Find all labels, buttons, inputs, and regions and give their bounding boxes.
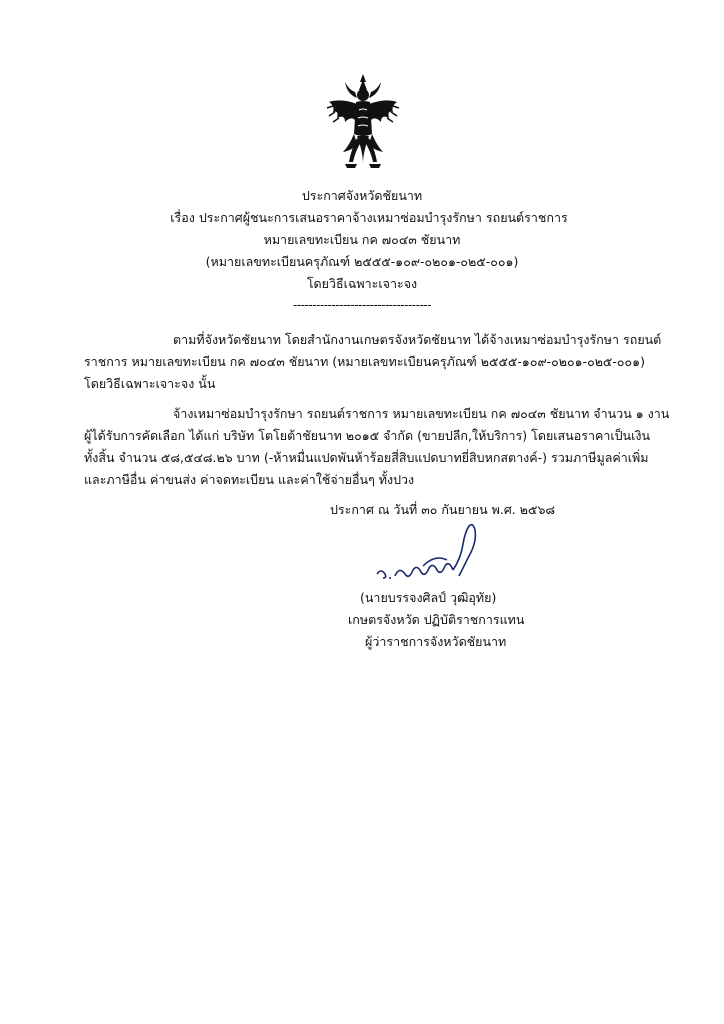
announcement-org: ประกาศจังหวัดชัยนาท: [301, 188, 423, 203]
asset-number-line: (หมายเลขทะเบียนครุภัณฑ์ ๒๕๕๕-๑๐๙-๐๒๐๑-๐๒๕-๐๐๑): [205, 254, 519, 269]
header-divider: ------------------------------------: [293, 298, 431, 312]
announcement-date: ประกาศ ณ วันที่ ๓๐ กันยายน พ.ศ. ๒๕๖๘: [330, 502, 556, 517]
paragraph-2-line-4: และภาษีอื่น ค่าขนส่ง ค่าจดทะเบียน และค่าใช้จ่ายอื่นๆ ทั้งปวง: [84, 472, 415, 487]
paragraph-2-line-1: จ้างเหมาซ่อมบำรุงรักษา รถยนต์ราชการ หมายเลขทะเบียน กค ๗๐๔๓ ชัยนาท จำนวน ๑ งาน: [173, 406, 670, 421]
vehicle-plate-line: หมายเลขทะเบียน กค ๗๐๔๓ ชัยนาท: [263, 232, 461, 247]
paragraph-1-line-2: ราชการ หมายเลขทะเบียน กค ๗๐๔๓ ชัยนาท (หมายเลขทะเบียนครุภัณฑ์ ๒๕๕๕-๑๐๙-๐๒๐๑-๐๒๕-๐๐๑): [84, 354, 645, 369]
signatory-name: (นายบรรจงศิลป์ วุฒิอุทัย): [360, 590, 497, 605]
paragraph-1-line-3: โดยวิธีเฉพาะเจาะจง นั้น: [84, 376, 216, 391]
garuda-emblem-icon: [323, 72, 403, 172]
procurement-method: โดยวิธีเฉพาะเจาะจง: [306, 276, 418, 291]
signatory-position-2: ผู้ว่าราชการจังหวัดชัยนาท: [365, 634, 507, 649]
signatory-position-1: เกษตรจังหวัด ปฏิบัติราชการแทน: [348, 612, 525, 627]
paragraph-2-line-3: ทั้งสิ้น จำนวน ๕๘,๕๔๘.๒๖ บาท (-ห้าหมื่นแปดพันห้าร้อยสี่สิบแปดบาทยี่สิบหกสตางค์-) รวมภาษีมูลค่าเพิ่ม: [84, 450, 649, 465]
announcement-subject: เรื่อง ประกาศผู้ชนะการเสนอราคาจ้างเหมาซ่อมบำรุงรักษา รถยนต์ราชการ: [170, 210, 568, 225]
paragraph-1-line-1: ตามที่จังหวัดชัยนาท โดยสำนักงานเกษตรจังหวัดชัยนาท ได้จ้างเหมาซ่อมบำรุงรักษา รถยนต์: [173, 332, 662, 347]
paragraph-2-line-2: ผู้ได้รับการคัดเลือก ได้แก่ บริษัท โตโยต้าชัยนาท ๒๐๑๕ จำกัด (ขายปลีก,ให้บริการ) โดยเสนอราคาเป็นเงิน: [84, 428, 651, 443]
handwritten-signature: [365, 518, 495, 590]
